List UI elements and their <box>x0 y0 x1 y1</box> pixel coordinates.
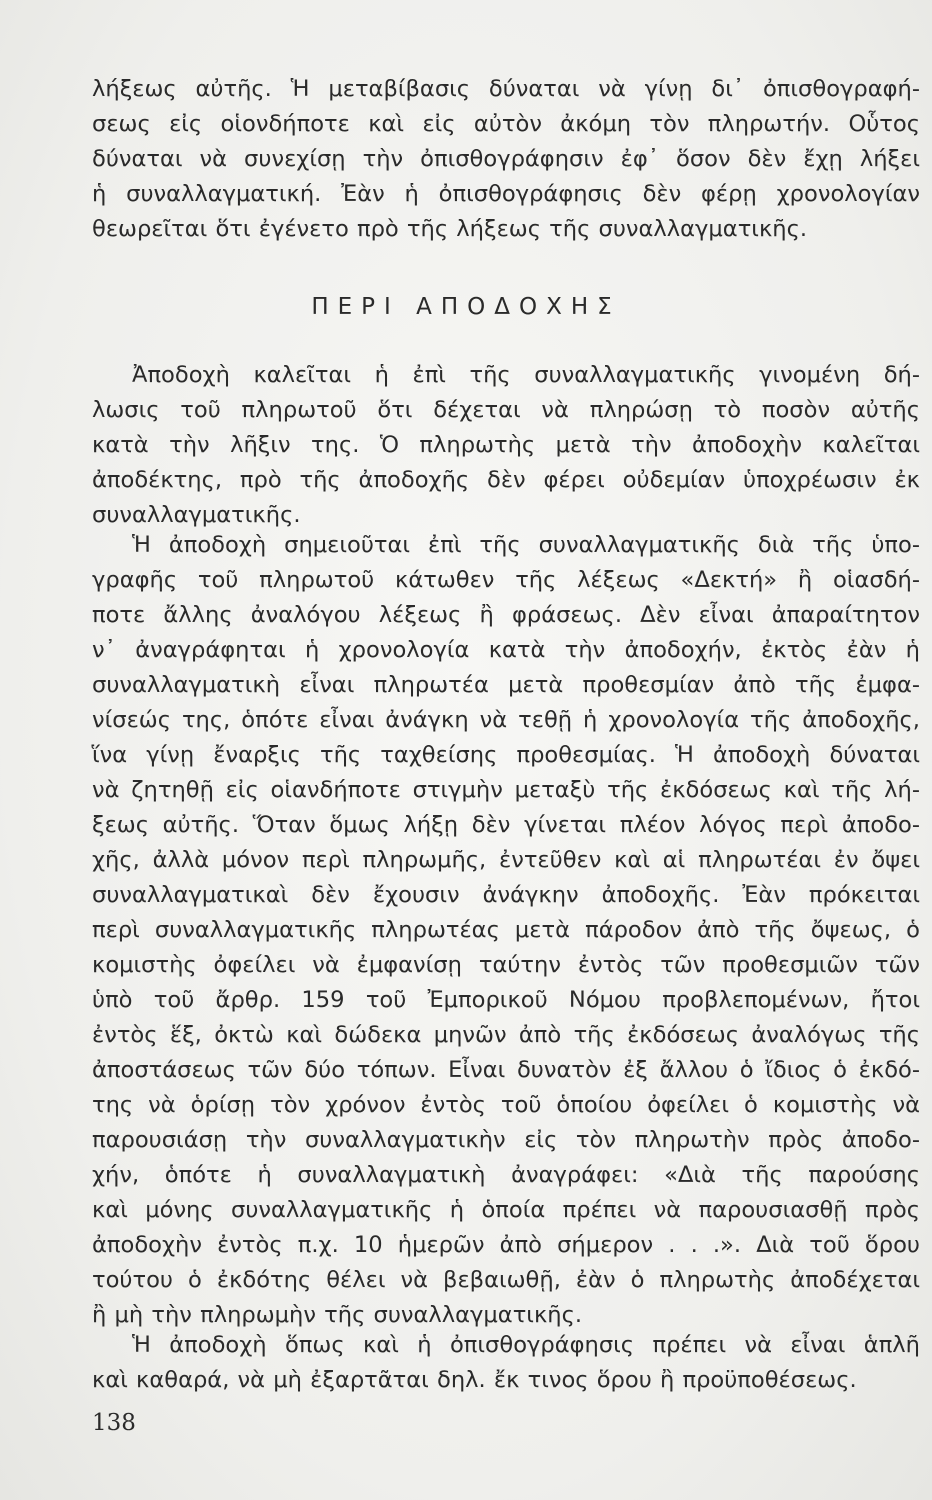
paragraph-endorsement <box>92 72 920 247</box>
text-line: θεωρεῖται ὅτι ἐγένετο πρὸ τῆς λήξεως τῆς συναλλαγματικῆς. <box>92 216 808 242</box>
text-line: ἵνα γίνῃ ἔναρξις τῆς ταχθείσης προθεσμίας. Ἡ ἀποδοχὴ δύναται <box>92 742 920 768</box>
text-line: παρουσιάσῃ τὴν συναλλαγματικὴν εἰς τὸν πληρωτὴν πρὸς ἀποδο- <box>92 1127 920 1153</box>
text-line: καὶ μόνης συναλλαγματικῆς ἡ ὁποία πρέπει νὰ παρουσιασθῇ πρὸς <box>92 1197 920 1223</box>
text-line: ἀποδέκτης, πρὸ τῆς ἀποδοχῆς δὲν φέρει οὐδεμίαν ὑποχρέωσιν ἐκ <box>92 467 920 493</box>
text-line: ἡ συναλλαγματική. Ἐὰν ἡ ὀπισθογράφησις δὲν φέρῃ χρονολογίαν <box>92 181 920 207</box>
text-line: καὶ καθαρά, νὰ μὴ ἐξαρτᾶται δηλ. ἔκ τινος ὅρου ἢ προϋποθέσεως. <box>92 1367 857 1393</box>
text-line: νὰ ζητηθῇ εἰς οἱανδήποτε στιγμὴν μεταξὺ τῆς ἐκδόσεως καὶ τῆς λή- <box>92 777 920 803</box>
text-line: ἀποστάσεως τῶν δύο τόπων. Εἶναι δυνατὸν ἐξ ἄλλου ὁ ἴδιος ὁ ἐκδό- <box>92 1057 920 1083</box>
text-line: συναλλαγματικὴ εἶναι πληρωτέα μετὰ προθεσμίαν ἀπὸ τῆς ἐμφα- <box>92 672 920 698</box>
text-line: ν᾽ ἀναγράφηται ἡ χρονολογία κατὰ τὴν ἀποδοχήν, ἐκτὸς ἐὰν ἡ <box>92 637 920 663</box>
text-line: Ἀποδοχὴ καλεῖται ἡ ἐπὶ τῆς συναλλαγματικῆς γινομένη δή- <box>132 362 920 388</box>
text-line: συναλλαγματικῆς. <box>92 502 301 528</box>
text-line: της νὰ ὁρίσῃ τὸν χρόνον ἐντὸς τοῦ ὁποίου ὀφείλει ὁ κομιστὴς νὰ <box>92 1092 920 1118</box>
text-line: σεως εἰς οἱονδήποτε καὶ εἰς αὐτὸν ἀκόμη τὸν πληρωτήν. Οὗτος <box>92 111 920 137</box>
text-line: δύναται νὰ συνεχίσῃ τὴν ὀπισθογράφησιν ἐφ᾽ ὅσον δὲν ἔχῃ λήξει <box>92 146 920 172</box>
text-line: Ἡ ἀποδοχὴ ὅπως καὶ ἡ ὀπισθογράφησις πρέπει νὰ εἶναι ἁπλῆ <box>132 1332 920 1358</box>
paragraph-acceptance-condition <box>92 1328 920 1398</box>
paragraph-acceptance-definition <box>92 358 920 533</box>
text-line: Ἡ ἀποδοχὴ σημειοῦται ἐπὶ τῆς συναλλαγματικῆς διὰ τῆς ὑπο- <box>132 532 920 558</box>
text-line: συναλλαγματικαὶ δὲν ἔχουσιν ἀνάγκην ἀποδοχῆς. Ἐὰν πρόκειται <box>92 882 920 908</box>
text-line: ἀποδοχὴν ἐντὸς π.χ. 10 ἡμερῶν ἀπὸ σήμερον . . .». Διὰ τοῦ ὅρου <box>92 1232 920 1258</box>
text-line: νίσεώς της, ὁπότε εἶναι ἀνάγκη νὰ τεθῇ ἡ χρονολογία τῆς ἀποδοχῆς, <box>92 707 920 733</box>
text-line: λωσις τοῦ πληρωτοῦ ὅτι δέχεται νὰ πληρώσῃ τὸ ποσὸν αὐτῆς <box>92 397 920 423</box>
text-line: ποτε ἄλλης ἀναλόγου λέξεως ἢ φράσεως. Δὲν εἶναι ἀπαραίτητον <box>92 602 920 628</box>
text-line: τούτου ὁ ἐκδότης θέλει νὰ βεβαιωθῇ, ἐὰν ὁ πληρωτὴς ἀποδέχεται <box>92 1267 920 1293</box>
text-line: κομιστὴς ὀφείλει νὰ ἐμφανίσῃ ταύτην ἐντὸς τῶν προθεσμιῶν τῶν <box>92 952 920 978</box>
text-line: χήν, ὁπότε ἡ συναλλαγματικὴ ἀναγράφει: «Διὰ τῆς παρούσης <box>92 1162 920 1188</box>
page-number: 138 <box>92 1410 136 1436</box>
text-line: ξεως αὐτῆς. Ὅταν ὅμως λήξῃ δὲν γίνεται πλέον λόγος περὶ ἀποδο- <box>92 812 920 838</box>
text-line: χῆς, ἀλλὰ μόνον περὶ πληρωμῆς, ἐντεῦθεν καὶ αἱ πληρωτέαι ἐν ὄψει <box>92 847 920 873</box>
paragraph-acceptance-procedure <box>92 528 920 1333</box>
text-line: γραφῆς τοῦ πληρωτοῦ κάτωθεν τῆς λέξεως «Δεκτή» ἢ οἱασδή- <box>92 567 920 593</box>
text-line: ἐντὸς ἕξ, ὀκτὼ καὶ δώδεκα μηνῶν ἀπὸ τῆς ἐκδόσεως ἀναλόγως τῆς <box>92 1022 920 1048</box>
text-line: ὑπὸ τοῦ ἄρθρ. 159 τοῦ Ἐμπορικοῦ Νόμου προβλεπομένων, ἤτοι <box>92 987 920 1013</box>
text-line: λήξεως αὐτῆς. Ἡ μεταβίβασις δύναται νὰ γίνῃ δι᾽ ὀπισθογραφή- <box>92 76 920 102</box>
text-line: ἢ μὴ τὴν πληρωμὴν τῆς συναλλαγματικῆς. <box>92 1302 583 1328</box>
section-heading: ΠΕΡΙ ΑΠΟΔΟΧΗΣ <box>311 294 621 320</box>
text-line: περὶ συναλλαγματικῆς πληρωτέας μετὰ πάροδον ἀπὸ τῆς ὄψεως, ὁ <box>92 917 920 943</box>
text-line: κατὰ τὴν λῆξιν της. Ὁ πληρωτὴς μετὰ τὴν ἀποδοχὴν καλεῖται <box>92 432 920 458</box>
